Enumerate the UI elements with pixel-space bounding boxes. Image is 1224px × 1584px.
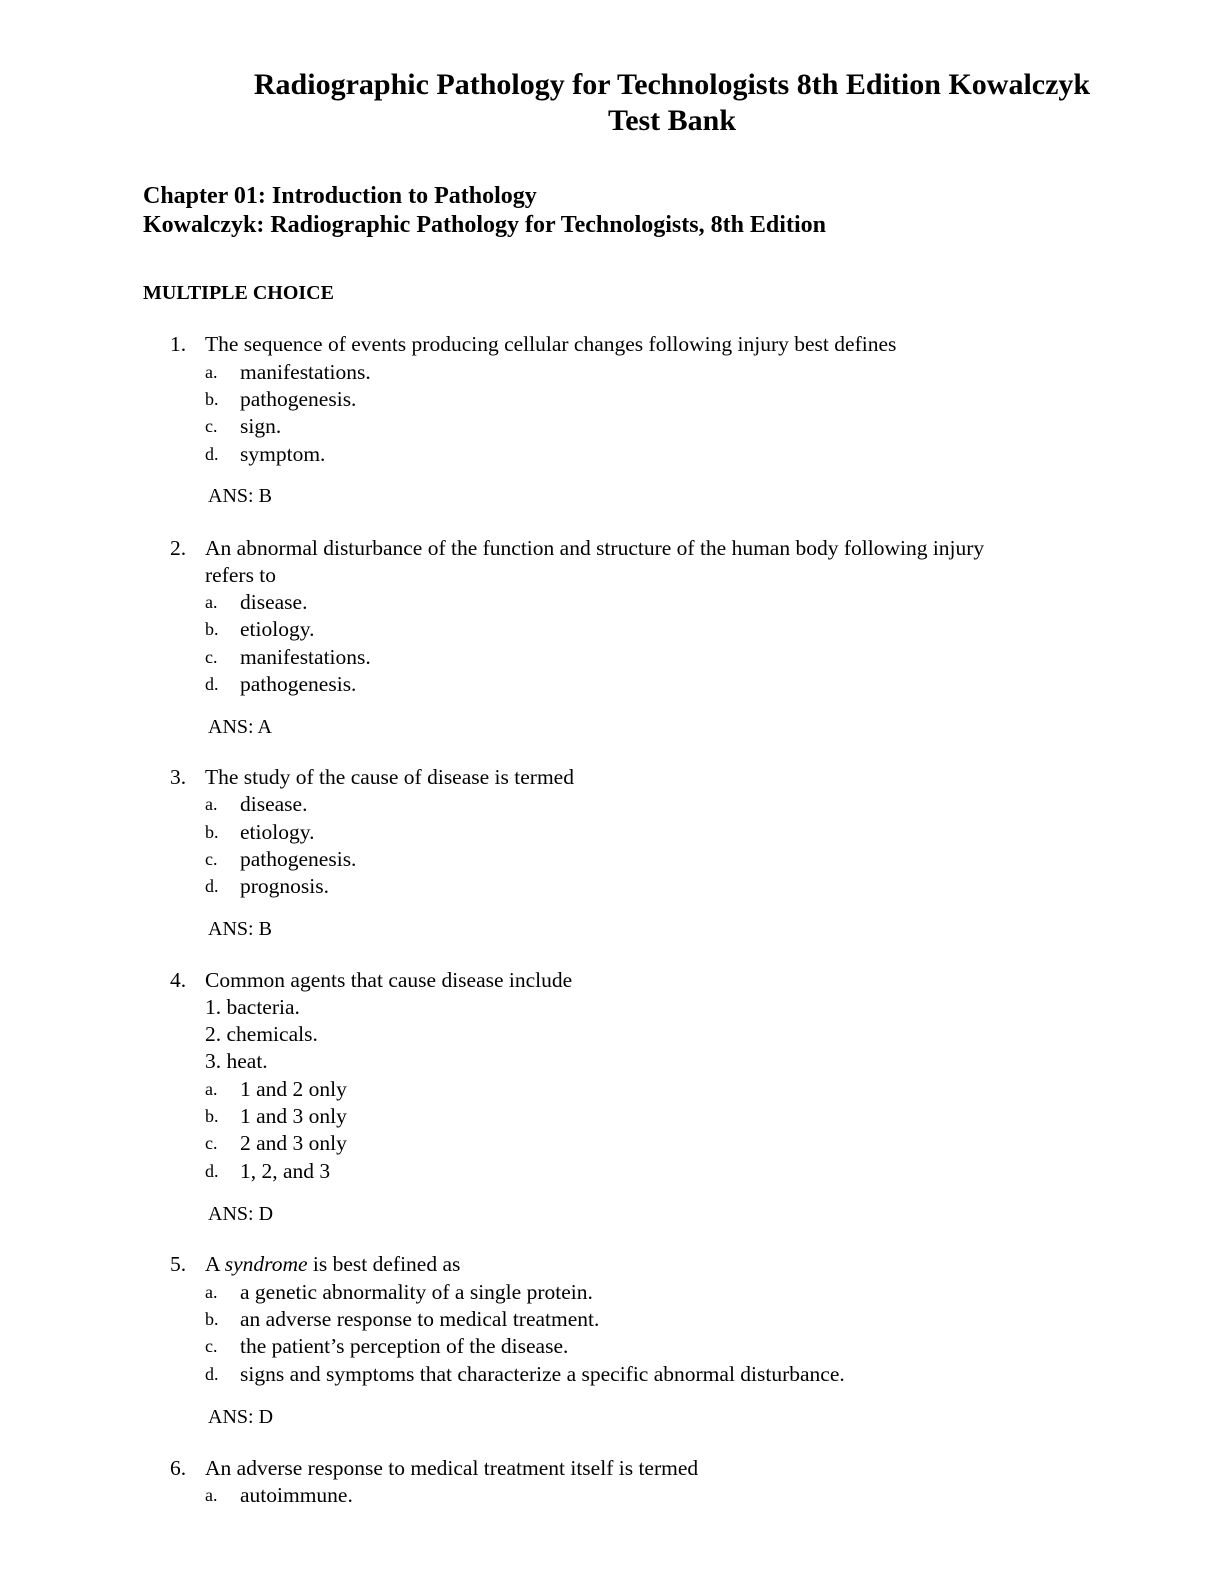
question-number: 1. (170, 332, 187, 356)
option-letter: d. (205, 444, 219, 464)
option-letter: d. (205, 876, 219, 896)
option-letter: a. (205, 1282, 218, 1302)
question-term-italic: syndrome (224, 1252, 308, 1276)
question-text: An adverse response to medical treatment itself is termed (205, 1456, 699, 1480)
option-text: pathogenesis. (240, 847, 357, 871)
option-letter: c. (205, 849, 218, 869)
option-letter: d. (205, 674, 219, 694)
option-letter: a. (205, 1485, 218, 1505)
document-title-line-2: Test Bank (607, 104, 737, 137)
option-text: symptom. (240, 442, 326, 466)
question-number: 4. (170, 968, 187, 992)
option-letter: c. (205, 1133, 218, 1153)
answer-key: ANS: B (208, 918, 272, 940)
question-text-continued: refers to (205, 563, 277, 587)
option-text: disease. (240, 590, 308, 614)
option-text: prognosis. (240, 874, 329, 898)
option-text: manifestations. (240, 645, 371, 669)
option-text: 1 and 2 only (240, 1077, 347, 1101)
option-letter: c. (205, 647, 218, 667)
option-text: manifestations. (240, 360, 371, 384)
answer-key: ANS: D (208, 1406, 274, 1428)
question-number: 2. (170, 536, 187, 560)
option-letter: a. (205, 592, 218, 612)
option-text: sign. (240, 414, 282, 438)
option-letter: b. (205, 822, 219, 842)
option-text: autoimmune. (240, 1483, 353, 1507)
option-letter: c. (205, 416, 218, 436)
option-letter: c. (205, 1336, 218, 1356)
question-number: 3. (170, 765, 187, 789)
option-text: etiology. (240, 617, 315, 641)
question-text: The sequence of events producing cellular changes following injury best defines (205, 332, 897, 356)
option-text: the patient’s perception of the disease. (240, 1334, 569, 1358)
option-text: 1 and 3 only (240, 1104, 347, 1128)
option-letter: b. (205, 1106, 219, 1126)
option-letter: a. (205, 1079, 218, 1099)
question-sub-item: 3. heat. (205, 1049, 268, 1073)
document-title-line-1: Radiographic Pathology for Technologists 8th Edition Kowalczyk (253, 68, 1091, 101)
option-letter: a. (205, 794, 218, 814)
question-text: Common agents that cause disease include (205, 968, 573, 992)
option-text: disease. (240, 792, 308, 816)
option-text: signs and symptoms that characterize a specific abnormal disturbance. (240, 1362, 845, 1386)
question-number: 5. (170, 1252, 187, 1276)
option-text: pathogenesis. (240, 672, 357, 696)
option-letter: b. (205, 1309, 219, 1329)
option-text: 2 and 3 only (240, 1131, 347, 1155)
section-heading: MULTIPLE CHOICE (143, 282, 334, 304)
option-letter: a. (205, 362, 218, 382)
option-text: etiology. (240, 820, 315, 844)
answer-key: ANS: D (208, 1203, 274, 1225)
question-text (205, 1251, 460, 1277)
option-text: pathogenesis. (240, 387, 357, 411)
option-letter: b. (205, 389, 219, 409)
option-letter: b. (205, 619, 219, 639)
answer-key: ANS: A (208, 716, 272, 738)
question-text: An abnormal disturbance of the function and structure of the human body following injury (205, 536, 985, 560)
option-letter: d. (205, 1364, 219, 1384)
option-letter: d. (205, 1161, 219, 1181)
chapter-title: Chapter 01: Introduction to Pathology (143, 183, 537, 209)
answer-key: ANS: B (208, 485, 272, 507)
question-sub-item: 2. chemicals. (205, 1022, 318, 1046)
option-text: an adverse response to medical treatment. (240, 1307, 600, 1331)
question-text: The study of the cause of disease is termed (205, 765, 574, 789)
question-text-prefix: A (205, 1252, 225, 1276)
question-number: 6. (170, 1456, 187, 1480)
question-sub-item: 1. bacteria. (205, 995, 300, 1019)
question-text-suffix: is best defined as (307, 1252, 461, 1276)
option-text: 1, 2, and 3 (240, 1159, 331, 1183)
book-reference: Kowalczyk: Radiographic Pathology for Technologists, 8th Edition (143, 212, 826, 238)
option-text: a genetic abnormality of a single protein. (240, 1280, 593, 1304)
